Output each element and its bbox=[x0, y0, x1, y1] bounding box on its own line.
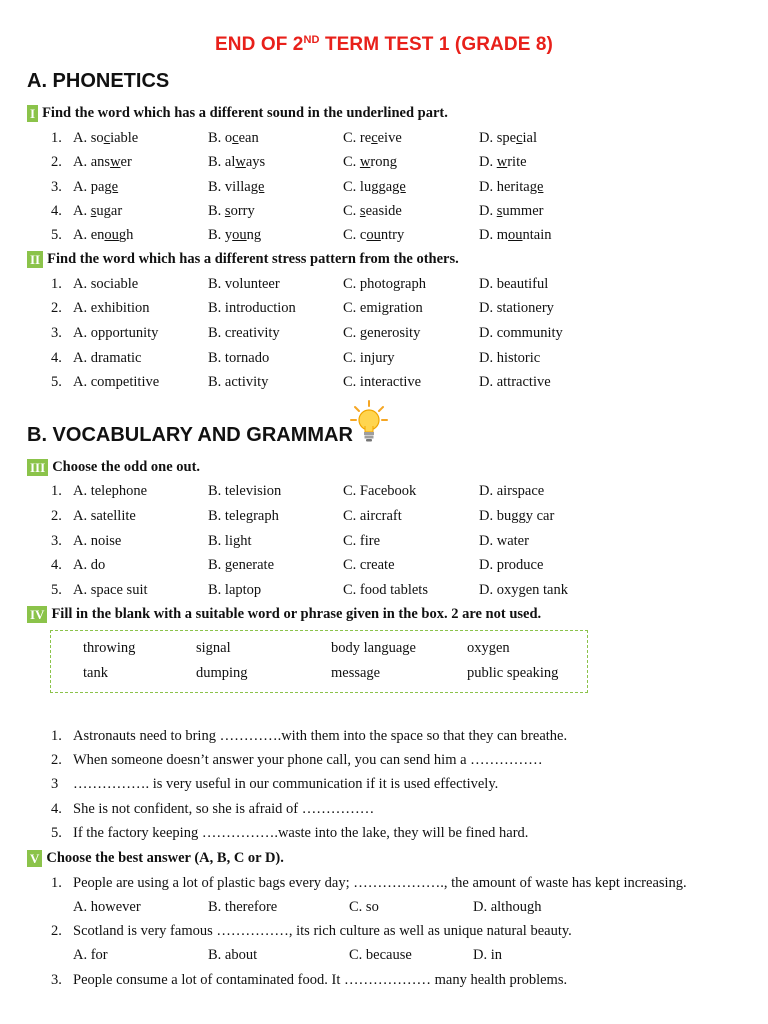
answer-option: A. sociable bbox=[73, 276, 139, 292]
question-number: 1. bbox=[51, 875, 62, 891]
task-instruction: Find the word which has a different stress pattern from the others. bbox=[47, 251, 459, 267]
answer-option: B. volunteer bbox=[208, 276, 280, 292]
option-prefix: B. o bbox=[208, 130, 233, 146]
answer-option: B. generate bbox=[208, 557, 275, 573]
question-row bbox=[0, 276, 768, 296]
question-sentence: People consume a lot of contaminated food. It ……………… many health problems. bbox=[73, 972, 568, 988]
underlined-part: c bbox=[232, 130, 239, 146]
answer-option: C. fire bbox=[343, 533, 381, 549]
task-heading-5 bbox=[27, 850, 284, 867]
underlined-part: ge bbox=[104, 179, 119, 195]
answer-option bbox=[343, 130, 402, 147]
options-row bbox=[0, 899, 768, 919]
answer-option: B. light bbox=[208, 533, 252, 549]
answer-option: D. oxygen tank bbox=[479, 582, 568, 598]
question-row bbox=[0, 374, 768, 394]
question-number: 4. bbox=[51, 203, 62, 219]
question-number: 3. bbox=[51, 533, 62, 549]
word-box bbox=[50, 630, 588, 693]
task-instruction: Choose the best answer (A, B, C or D). bbox=[46, 850, 284, 866]
underlined-part: ge bbox=[529, 179, 544, 195]
option-suffix: ays bbox=[245, 154, 266, 170]
answer-option bbox=[343, 154, 397, 171]
answer-option: D. produce bbox=[479, 557, 544, 573]
task-badge: II bbox=[27, 251, 43, 268]
question-row bbox=[0, 325, 768, 345]
option-suffix: ntain bbox=[522, 227, 552, 243]
answer-option bbox=[208, 154, 265, 171]
option-prefix: C. c bbox=[343, 227, 367, 243]
question-number: 5. bbox=[51, 227, 62, 243]
answer-option: C. interactive bbox=[343, 374, 422, 390]
option-prefix: A. en bbox=[73, 227, 105, 243]
answer-option bbox=[343, 227, 404, 244]
question-row bbox=[0, 582, 768, 602]
option-prefix: B. y bbox=[208, 227, 233, 243]
option-prefix: D. m bbox=[479, 227, 508, 243]
answer-option: B. laptop bbox=[208, 582, 262, 598]
answer-option bbox=[73, 203, 122, 220]
question-number: 2. bbox=[51, 923, 62, 939]
question-sentence: She is not confident, so she is afraid of …………… bbox=[73, 801, 375, 817]
option-suffix: ummer bbox=[502, 203, 544, 219]
task-badge: I bbox=[27, 105, 38, 122]
question-row bbox=[0, 801, 768, 821]
underlined-part: w bbox=[359, 154, 371, 170]
option-prefix: D. spe bbox=[479, 130, 517, 146]
answer-option: B. therefore bbox=[208, 899, 278, 915]
question-row bbox=[0, 875, 768, 895]
underlined-part: w bbox=[110, 154, 121, 170]
option-prefix: A. so bbox=[73, 130, 104, 146]
question-number: 5. bbox=[51, 825, 62, 841]
question-sentence: ……………. is very useful in our communication if it is used effectively. bbox=[73, 776, 499, 792]
answer-option: A. satellite bbox=[73, 508, 136, 524]
question-row bbox=[0, 179, 768, 199]
answer-option: D. stationery bbox=[479, 300, 554, 316]
answer-option bbox=[73, 154, 132, 171]
answer-option: B. creativity bbox=[208, 325, 280, 341]
option-suffix: ng bbox=[246, 227, 262, 243]
task-badge: III bbox=[27, 459, 48, 476]
option-prefix: B. villa bbox=[208, 179, 251, 195]
question-sentence: Scotland is very famous ……………, its rich culture as well as unique natural beauty. bbox=[73, 923, 572, 939]
question-sentence: Astronauts need to bring ………….with them into the space so that they can breathe. bbox=[73, 728, 568, 744]
answer-option bbox=[479, 130, 537, 147]
question-number: 2. bbox=[51, 508, 62, 524]
underlined-part: s bbox=[90, 203, 97, 219]
option-suffix: gh bbox=[118, 227, 134, 243]
question-row bbox=[0, 227, 768, 247]
underlined-part: c bbox=[103, 130, 111, 146]
task-heading-2 bbox=[27, 251, 459, 268]
task-badge: IV bbox=[27, 606, 47, 623]
answer-option: B. activity bbox=[208, 374, 269, 390]
option-suffix: iable bbox=[110, 130, 139, 146]
option-suffix: ean bbox=[238, 130, 259, 146]
underlined-part: w bbox=[496, 154, 508, 170]
question-sentence: When someone doesn’t answer your phone call, you can send him a …………… bbox=[73, 752, 543, 768]
question-row bbox=[0, 972, 768, 992]
word-box-item: oxygen bbox=[467, 640, 510, 656]
option-prefix: A. bbox=[73, 203, 91, 219]
underlined-part: w bbox=[235, 154, 246, 170]
underlined-part: ou bbox=[508, 227, 523, 243]
answer-option: A. for bbox=[73, 947, 108, 963]
underlined-part: ou bbox=[104, 227, 119, 243]
option-suffix: easide bbox=[365, 203, 402, 219]
question-row bbox=[0, 825, 768, 845]
word-box-item: dumping bbox=[196, 665, 248, 681]
question-row bbox=[0, 154, 768, 174]
option-suffix: ugar bbox=[96, 203, 123, 219]
option-suffix: orry bbox=[230, 203, 255, 219]
question-row bbox=[0, 923, 768, 943]
question-row bbox=[0, 350, 768, 370]
option-prefix: C. lugga bbox=[343, 179, 393, 195]
option-prefix: A. pa bbox=[73, 179, 105, 195]
question-number: 3. bbox=[51, 972, 62, 988]
answer-option: C. create bbox=[343, 557, 395, 573]
answer-option: D. attractive bbox=[479, 374, 551, 390]
answer-option bbox=[208, 130, 259, 147]
option-suffix: er bbox=[120, 154, 132, 170]
option-prefix: C. bbox=[343, 203, 360, 219]
answer-option bbox=[208, 227, 261, 244]
answer-option bbox=[73, 130, 138, 147]
underlined-part: s bbox=[496, 203, 503, 219]
answer-option: C. Facebook bbox=[343, 483, 417, 499]
question-number: 5. bbox=[51, 582, 62, 598]
answer-option bbox=[479, 227, 552, 244]
option-prefix: D. bbox=[479, 203, 497, 219]
option-suffix: rite bbox=[507, 154, 527, 170]
answer-option: C. emigration bbox=[343, 300, 423, 316]
option-prefix: A. ans bbox=[73, 154, 111, 170]
underlined-part: ge bbox=[250, 179, 265, 195]
question-row bbox=[0, 557, 768, 577]
answer-option: B. television bbox=[208, 483, 282, 499]
answer-option: D. beautiful bbox=[479, 276, 549, 292]
question-number: 4. bbox=[51, 557, 62, 573]
question-number: 1. bbox=[51, 728, 62, 744]
question-number: 2. bbox=[51, 300, 62, 316]
answer-option: A. telephone bbox=[73, 483, 148, 499]
underlined-part: c bbox=[516, 130, 523, 146]
question-row bbox=[0, 752, 768, 772]
answer-option: A. however bbox=[73, 899, 141, 915]
answer-option: D. water bbox=[479, 533, 529, 549]
word-box-item: body language bbox=[331, 640, 416, 656]
option-prefix: B. al bbox=[208, 154, 236, 170]
option-prefix: D. herita bbox=[479, 179, 530, 195]
option-suffix: eive bbox=[377, 130, 402, 146]
word-box-item: signal bbox=[196, 640, 231, 656]
answer-option: A. dramatic bbox=[73, 350, 142, 366]
answer-option bbox=[479, 154, 527, 171]
answer-option bbox=[479, 203, 543, 220]
answer-option: C. generosity bbox=[343, 325, 421, 341]
answer-option: D. airspace bbox=[479, 483, 545, 499]
underlined-part: s bbox=[224, 203, 231, 219]
question-row bbox=[0, 300, 768, 320]
question-number: 1. bbox=[51, 276, 62, 292]
question-number: 4. bbox=[51, 350, 62, 366]
underlined-part: s bbox=[359, 203, 366, 219]
answer-option: D. in bbox=[473, 947, 502, 963]
question-number: 3. bbox=[51, 179, 62, 195]
underlined-part: ou bbox=[366, 227, 381, 243]
question-number: 5. bbox=[51, 374, 62, 390]
lightbulb-icon bbox=[350, 400, 388, 444]
word-box-item: message bbox=[331, 665, 381, 681]
question-number: 1. bbox=[51, 483, 62, 499]
word-box-item: throwing bbox=[83, 640, 136, 656]
answer-option bbox=[208, 203, 255, 220]
question-number: 2. bbox=[51, 154, 62, 170]
task-heading-3 bbox=[27, 459, 200, 476]
answer-option: B. introduction bbox=[208, 300, 296, 316]
question-number: 3 bbox=[51, 776, 59, 792]
option-suffix: ial bbox=[522, 130, 537, 146]
answer-option bbox=[208, 179, 264, 196]
question-number: 1. bbox=[51, 130, 62, 146]
question-number: 3. bbox=[51, 325, 62, 341]
answer-option: C. so bbox=[349, 899, 379, 915]
answer-option: D. community bbox=[479, 325, 563, 341]
underlined-part: ou bbox=[232, 227, 247, 243]
word-box-item: tank bbox=[83, 665, 108, 681]
task-instruction: Fill in the blank with a suitable word or phrase given in the box. 2 are not used. bbox=[51, 606, 542, 622]
task-instruction: Find the word which has a different sound in the underlined part. bbox=[42, 105, 448, 121]
answer-option bbox=[343, 203, 402, 220]
answer-option bbox=[73, 227, 133, 244]
answer-option: A. do bbox=[73, 557, 106, 573]
underlined-part: ge bbox=[392, 179, 406, 195]
option-prefix: C. bbox=[343, 154, 360, 170]
underlined-part: c bbox=[371, 130, 378, 146]
task-instruction: Choose the odd one out. bbox=[52, 459, 201, 475]
answer-option: A. noise bbox=[73, 533, 122, 549]
question-number: 2. bbox=[51, 752, 62, 768]
answer-option bbox=[73, 179, 118, 196]
answer-option: D. buggy car bbox=[479, 508, 555, 524]
answer-option: C. photograph bbox=[343, 276, 426, 292]
options-row bbox=[0, 947, 768, 967]
question-row bbox=[0, 533, 768, 553]
question-row bbox=[0, 728, 768, 748]
question-row bbox=[0, 776, 768, 796]
answer-option: C. aircraft bbox=[343, 508, 402, 524]
answer-option: B. about bbox=[208, 947, 258, 963]
option-suffix: ntry bbox=[380, 227, 405, 243]
answer-option bbox=[479, 179, 543, 196]
answer-option: C. food tablets bbox=[343, 582, 428, 598]
word-box-item: public speaking bbox=[467, 665, 559, 681]
answer-option: A. space suit bbox=[73, 582, 148, 598]
page-title: END OF 2ND TERM TEST 1 (GRADE 8) bbox=[215, 34, 553, 55]
answer-option: A. opportunity bbox=[73, 325, 159, 341]
option-prefix: C. re bbox=[343, 130, 372, 146]
answer-option: D. historic bbox=[479, 350, 541, 366]
task-heading-4 bbox=[27, 606, 541, 623]
question-number: 4. bbox=[51, 801, 62, 817]
section-heading-vocabulary: B. VOCABULARY AND GRAMMAR bbox=[27, 424, 353, 446]
answer-option: B. telegraph bbox=[208, 508, 279, 524]
answer-option: C. injury bbox=[343, 350, 395, 366]
option-suffix: rong bbox=[370, 154, 397, 170]
question-row bbox=[0, 508, 768, 528]
answer-option: D. although bbox=[473, 899, 542, 915]
question-sentence: If the factory keeping …………….waste into the lake, they will be fined hard. bbox=[73, 825, 529, 841]
answer-option: B. tornado bbox=[208, 350, 270, 366]
question-row bbox=[0, 203, 768, 223]
question-row bbox=[0, 483, 768, 503]
question-row bbox=[0, 130, 768, 150]
answer-option bbox=[343, 179, 406, 196]
answer-option: A. exhibition bbox=[73, 300, 150, 316]
task-heading-1 bbox=[27, 105, 448, 122]
task-badge: V bbox=[27, 850, 42, 867]
section-heading-phonetics: A. PHONETICS bbox=[27, 70, 170, 92]
question-sentence: People are using a lot of plastic bags every day; ………………., the amount of waste has kept increasing. bbox=[73, 875, 687, 891]
option-prefix: B. bbox=[208, 203, 225, 219]
answer-option: C. because bbox=[349, 947, 412, 963]
answer-option: A. competitive bbox=[73, 374, 160, 390]
option-prefix: D. bbox=[479, 154, 497, 170]
